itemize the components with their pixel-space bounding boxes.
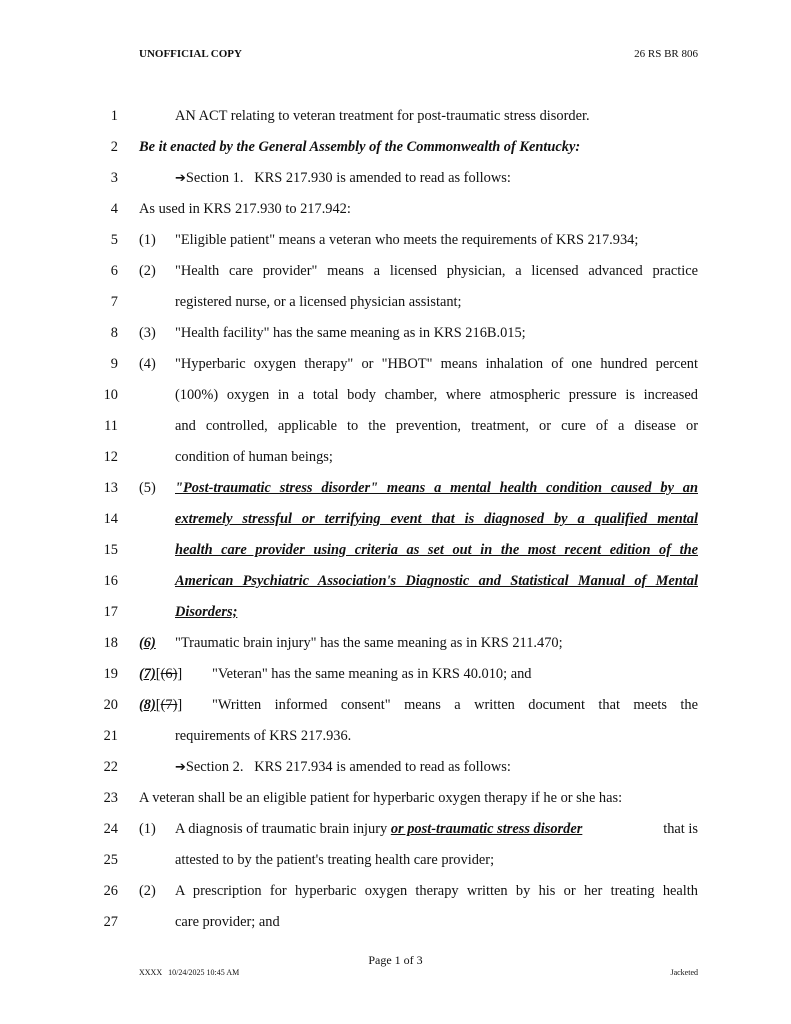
new-label: (7) — [139, 666, 156, 682]
line-text: condition of human beings; — [175, 449, 333, 465]
bill-line — [0, 848, 791, 872]
bill-line — [0, 786, 791, 810]
bill-line — [0, 104, 791, 128]
subsection-label: (3) — [139, 325, 156, 341]
line-number: 12 — [103, 449, 118, 465]
bracket-open: [ — [155, 697, 161, 713]
line-text: and controlled, applicable to the prevention, treatment, or cure of a disease or — [175, 418, 698, 434]
bill-line — [0, 879, 791, 903]
line-number: 4 — [110, 201, 118, 217]
line-number: 23 — [103, 790, 118, 806]
line-text: care provider; and — [175, 914, 280, 930]
bill-line — [0, 724, 791, 748]
arrow-right-icon: ➔ — [175, 171, 186, 186]
bill-line — [0, 259, 791, 283]
act-title: AN ACT relating to veteran treatment for post-traumatic stress disorder. — [175, 108, 590, 124]
bill-line — [0, 569, 791, 593]
line-text: "Health care provider" means a licensed physician, a licensed advanced practice — [175, 263, 698, 279]
line-number: 24 — [103, 821, 118, 837]
line-text: requirements of KRS 217.936. — [175, 728, 352, 744]
line-number: 9 — [110, 356, 118, 372]
line-number: 13 — [103, 480, 118, 496]
bill-line — [0, 476, 791, 500]
line-number: 6 — [110, 263, 118, 279]
bill-line — [0, 693, 791, 717]
bill-line — [0, 352, 791, 376]
section-heading-text: Section 1. KRS 217.930 is amended to read as follows: — [185, 170, 511, 186]
bill-line — [0, 910, 791, 934]
new-text: health care provider using criteria as set out in the most recent edition of the — [175, 542, 698, 558]
bracket-close: ] — [177, 666, 183, 682]
bill-line — [0, 631, 791, 655]
bill-line — [0, 228, 791, 252]
bill-line — [0, 538, 791, 562]
header-bill-number: 26 RS BR 806 — [634, 48, 698, 60]
line-number: 22 — [103, 759, 118, 775]
page-number: Page 1 of 3 — [368, 953, 423, 967]
bill-line — [0, 135, 791, 159]
enacting-clause: Be it enacted by the General Assembly of the Commonwealth of Kentucky: — [139, 139, 581, 155]
line-text: "Traumatic brain injury" has the same meaning as in KRS 211.470; — [175, 635, 563, 651]
bracket-open: [ — [155, 666, 161, 682]
line-number: 1 — [110, 108, 118, 124]
line-number: 11 — [104, 418, 118, 434]
line-text: "Veteran" has the same meaning as in KRS 40.010; and — [212, 666, 532, 682]
line-number: 15 — [103, 542, 118, 558]
line-text: As used in KRS 217.930 to 217.942: — [139, 201, 351, 217]
subsection-label: (2) — [139, 263, 156, 279]
line-number: 20 — [103, 697, 118, 713]
line-number: 3 — [110, 170, 118, 186]
subsection-label: (2) — [139, 883, 156, 899]
new-label: (8) — [139, 697, 156, 713]
line-number: 2 — [110, 139, 118, 155]
text-after-insert: that is — [659, 821, 698, 837]
bill-line — [0, 445, 791, 469]
bill-line — [0, 166, 791, 190]
footer-timestamp: XXXX 10/24/2025 10:45 AM — [139, 968, 240, 977]
bill-line — [0, 755, 791, 779]
section-heading — [175, 755, 511, 780]
new-text: extremely stressful or terrifying event that is diagnosed by a qualified mental — [175, 511, 698, 527]
line-number: 5 — [110, 232, 118, 248]
bill-line — [0, 197, 791, 221]
bill-line — [0, 383, 791, 407]
arrow-right-icon: ➔ — [175, 760, 186, 775]
text-before-insert: A diagnosis of traumatic brain injury — [175, 821, 391, 837]
new-text: Disorders; — [175, 604, 238, 620]
line-text: A veteran shall be an eligible patient for hyperbaric oxygen therapy if he or she has: — [139, 790, 623, 806]
line-text: registered nurse, or a licensed physician assistant; — [175, 294, 462, 310]
subsection-label-amended — [139, 693, 182, 717]
new-text: or post-traumatic stress disorder — [390, 821, 583, 837]
line-number: 10 — [103, 387, 118, 403]
section-heading — [175, 166, 511, 191]
footer-status: Jacketed — [670, 968, 698, 977]
deleted-label: (6) — [160, 666, 178, 682]
line-number: 18 — [103, 635, 118, 651]
subsection-label: (4) — [139, 356, 156, 372]
subsection-label-new: (6) — [139, 635, 156, 651]
line-number: 19 — [103, 666, 118, 682]
line-text: (100%) oxygen in a total body chamber, where atmospheric pressure is increased — [175, 387, 698, 403]
bill-line — [0, 600, 791, 624]
new-text: American Psychiatric Association's Diagnostic and Statistical Manual of Mental — [175, 573, 698, 589]
line-number: 27 — [103, 914, 118, 930]
bill-line — [0, 414, 791, 438]
subsection-label-amended — [139, 662, 182, 686]
line-text: "Eligible patient" means a veteran who meets the requirements of KRS 217.934; — [175, 232, 639, 248]
line-number: 21 — [103, 728, 118, 744]
line-text: "Written informed consent" means a written document that meets the — [212, 697, 698, 713]
line-text: A prescription for hyperbaric oxygen therapy written by his or her treating health — [175, 883, 698, 899]
line-number: 14 — [103, 511, 118, 527]
bill-line — [0, 817, 791, 841]
line-number: 8 — [110, 325, 118, 341]
deleted-label: (7) — [160, 697, 178, 713]
line-text: "Health facility" has the same meaning as in KRS 216B.015; — [175, 325, 526, 341]
line-number: 17 — [103, 604, 118, 620]
line-number: 16 — [103, 573, 118, 589]
line-text — [175, 817, 698, 841]
line-number: 7 — [110, 294, 118, 310]
line-number: 26 — [103, 883, 118, 899]
section-heading-text: Section 2. KRS 217.934 is amended to read as follows: — [185, 759, 511, 775]
subsection-label: (1) — [139, 821, 156, 837]
bill-line — [0, 290, 791, 314]
bracket-close: ] — [177, 697, 183, 713]
line-number: 25 — [103, 852, 118, 868]
new-text: "Post-traumatic stress disorder" means a mental health condition caused by an — [175, 480, 698, 496]
bill-line — [0, 321, 791, 345]
line-text: "Hyperbaric oxygen therapy" or "HBOT" means inhalation of one hundred percent — [175, 356, 698, 372]
line-text: attested to by the patient's treating health care provider; — [175, 852, 495, 868]
bill-line — [0, 507, 791, 531]
bill-line — [0, 662, 791, 686]
header-unofficial-copy: UNOFFICIAL COPY — [139, 48, 242, 60]
subsection-label: (5) — [139, 480, 156, 496]
subsection-label: (1) — [139, 232, 156, 248]
